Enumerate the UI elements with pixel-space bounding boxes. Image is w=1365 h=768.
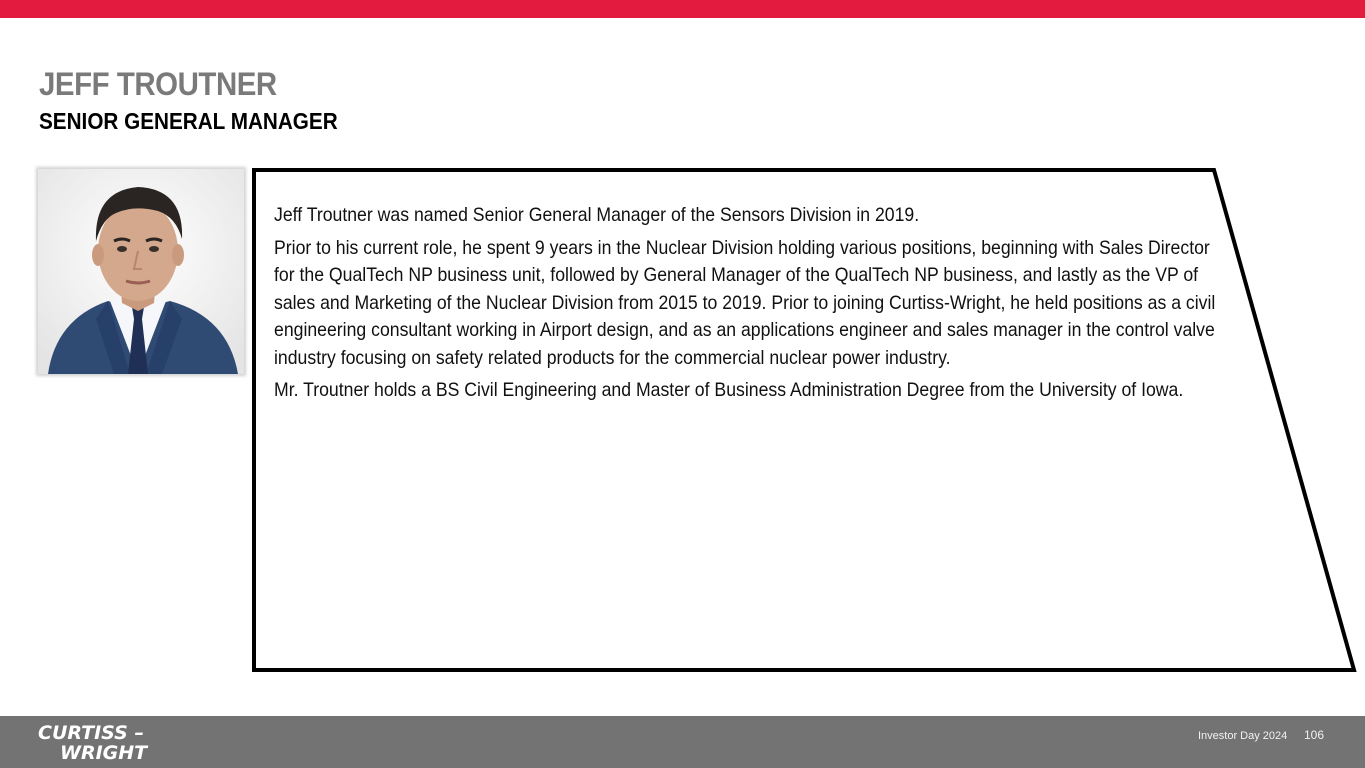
footer-bar bbox=[0, 716, 1365, 768]
curtiss-wright-logo bbox=[38, 722, 178, 762]
headshot-photo bbox=[38, 169, 244, 374]
bio-paragraph-1: Jeff Troutner was named Senior General Manager of the Sensors Division in 2019. bbox=[274, 204, 920, 226]
logo-line-2: WRIGHT bbox=[60, 742, 148, 762]
page-subtitle: SENIOR GENERAL MANAGER bbox=[39, 108, 338, 134]
bio-paragraph-2: Prior to his current role, he spent 9 years in the Nuclear Division holding various positions, beginning with Sales Director for the QualTech NP business unit, followed by General Manager of the QualTech NP business, and lastly as the VP of sales and Marketing of the Nuclear Division from 2015 to 2019. Prior to joining Curtiss-Wright, he held positions as a civil engineering consultant working in Airport design, and as an applications engineer and sales manager in the control valve industry focusing on safety related products for the commercial nuclear power industry. bbox=[274, 236, 1216, 369]
bio-paragraph-3: Mr. Troutner holds a BS Civil Engineering and Master of Business Administration Degree from the University of Iowa. bbox=[274, 379, 1184, 401]
footer-event-label: Investor Day 2024 bbox=[1198, 730, 1288, 742]
page-number: 106 bbox=[1304, 728, 1325, 742]
logo-line-1: CURTISS – bbox=[38, 722, 144, 744]
bio-text bbox=[274, 202, 1216, 410]
page-title: JEFF TROUTNER bbox=[39, 66, 277, 102]
top-accent-bar bbox=[0, 0, 1365, 18]
person-portrait-icon bbox=[38, 169, 244, 374]
